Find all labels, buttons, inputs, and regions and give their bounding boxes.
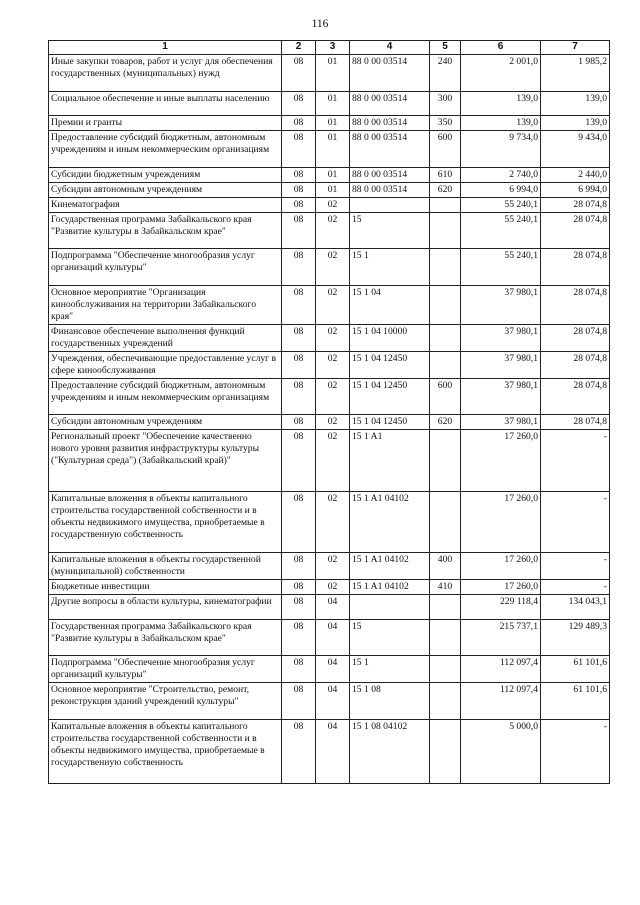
row-name-cell: Субсидии бюджетным учреждениям [49, 168, 282, 183]
section-code-cell: 08 [282, 720, 316, 784]
row-name-cell: Учреждения, обеспечивающие предоставление услуг в сфере кинообслуживания [49, 352, 282, 379]
section-code-cell: 08 [282, 325, 316, 352]
amount-year2-cell: 139,0 [541, 92, 610, 116]
section-code-cell: 08 [282, 553, 316, 580]
amount-year1-cell: 55 240,1 [461, 249, 541, 286]
row-name-cell: Кинематография [49, 198, 282, 213]
subsection-code-cell: 02 [316, 249, 350, 286]
amount-year2-cell: 28 074,8 [541, 415, 610, 430]
subsection-code-cell: 04 [316, 595, 350, 620]
amount-year1-cell: 17 260,0 [461, 492, 541, 553]
section-code-cell: 08 [282, 92, 316, 116]
subsection-code-cell: 01 [316, 92, 350, 116]
table-row [49, 430, 610, 492]
amount-year2-cell: - [541, 430, 610, 492]
amount-year1-cell: 37 980,1 [461, 286, 541, 325]
expense-type-cell [430, 656, 461, 683]
target-article-cell: 15 1 [350, 656, 430, 683]
expense-type-cell: 600 [430, 131, 461, 168]
expense-type-cell: 600 [430, 379, 461, 415]
target-article-cell: 88 0 00 03514 [350, 92, 430, 116]
amount-year2-cell: - [541, 580, 610, 595]
section-code-cell: 08 [282, 198, 316, 213]
section-code-cell: 08 [282, 131, 316, 168]
expense-type-cell [430, 595, 461, 620]
target-article-cell: 88 0 00 03514 [350, 116, 430, 131]
table-row [49, 55, 610, 92]
amount-year2-cell: 28 074,8 [541, 249, 610, 286]
amount-year2-cell: 28 074,8 [541, 325, 610, 352]
amount-year2-cell: 28 074,8 [541, 286, 610, 325]
subsection-code-cell: 02 [316, 379, 350, 415]
section-code-cell: 08 [282, 430, 316, 492]
expense-type-cell [430, 198, 461, 213]
row-name-cell: Региональный проект "Обеспечение качественно нового уровня развития инфраструктуры культуры ("Культурная среда") (Забайкальский край)" [49, 430, 282, 492]
amount-year1-cell: 112 097,4 [461, 656, 541, 683]
target-article-cell: 15 1 A1 04102 [350, 553, 430, 580]
target-article-cell: 15 1 08 04102 [350, 720, 430, 784]
section-code-cell: 08 [282, 415, 316, 430]
subsection-code-cell: 02 [316, 553, 350, 580]
target-article-cell: 15 1 [350, 249, 430, 286]
table-row [49, 249, 610, 286]
row-name-cell: Бюджетные инвестиции [49, 580, 282, 595]
row-name-cell: Государственная программа Забайкальского края "Развитие культуры в Забайкальском крае" [49, 213, 282, 249]
table-row [49, 379, 610, 415]
amount-year2-cell: 9 434,0 [541, 131, 610, 168]
subsection-code-cell: 04 [316, 683, 350, 720]
target-article-cell: 88 0 00 03514 [350, 131, 430, 168]
target-article-cell: 15 1 A1 04102 [350, 492, 430, 553]
amount-year1-cell: 55 240,1 [461, 198, 541, 213]
amount-year2-cell: - [541, 720, 610, 784]
amount-year2-cell: 28 074,8 [541, 198, 610, 213]
subsection-code-cell: 04 [316, 720, 350, 784]
subsection-code-cell: 01 [316, 183, 350, 198]
expense-type-cell [430, 683, 461, 720]
subsection-code-cell: 02 [316, 580, 350, 595]
row-name-cell: Подпрограмма "Обеспечение многообразия услуг организаций культуры" [49, 656, 282, 683]
table-row [49, 720, 610, 784]
row-name-cell: Основное мероприятие "Организация кинообслуживания на территории Забайкальского края" [49, 286, 282, 325]
amount-year2-cell: 6 994,0 [541, 183, 610, 198]
amount-year1-cell: 17 260,0 [461, 430, 541, 492]
amount-year2-cell: 28 074,8 [541, 379, 610, 415]
table-row [49, 415, 610, 430]
amount-year1-cell: 17 260,0 [461, 553, 541, 580]
section-code-cell: 08 [282, 116, 316, 131]
subsection-code-cell: 02 [316, 415, 350, 430]
amount-year1-cell: 229 118,4 [461, 595, 541, 620]
subsection-code-cell: 04 [316, 656, 350, 683]
page-number: 116 [311, 18, 329, 30]
row-name-cell: Премии и гранты [49, 116, 282, 131]
amount-year2-cell: 28 074,8 [541, 213, 610, 249]
table-row [49, 595, 610, 620]
row-name-cell: Подпрограмма "Обеспечение многообразия услуг организаций культуры" [49, 249, 282, 286]
expense-type-cell: 410 [430, 580, 461, 595]
row-name-cell: Капитальные вложения в объекты капитального строительства государственной собственности и в объекты недвижимого имущества, приобретаемые в государственную собственность [49, 720, 282, 784]
table-row [49, 286, 610, 325]
section-code-cell: 08 [282, 620, 316, 656]
row-name-cell: Предоставление субсидий бюджетным, автономным учреждениям и иным некоммерческим организациям [49, 131, 282, 168]
expense-type-cell [430, 286, 461, 325]
expense-type-cell: 620 [430, 183, 461, 198]
subsection-code-cell: 01 [316, 131, 350, 168]
target-article-cell: 15 1 04 12450 [350, 379, 430, 415]
row-name-cell: Субсидии автономным учреждениям [49, 183, 282, 198]
section-code-cell: 08 [282, 595, 316, 620]
amount-year1-cell: 37 980,1 [461, 325, 541, 352]
row-name-cell: Предоставление субсидий бюджетным, автономным учреждениям и иным некоммерческим организациям [49, 379, 282, 415]
expense-type-cell: 240 [430, 55, 461, 92]
row-name-cell: Социальное обеспечение и иные выплаты населению [49, 92, 282, 116]
target-article-cell: 15 1 A1 [350, 430, 430, 492]
subsection-code-cell: 02 [316, 198, 350, 213]
expense-type-cell: 300 [430, 92, 461, 116]
target-article-cell: 15 1 04 10000 [350, 325, 430, 352]
column-header: 3 [316, 41, 350, 55]
amount-year2-cell: 139,0 [541, 116, 610, 131]
amount-year2-cell: 129 489,3 [541, 620, 610, 656]
row-name-cell: Финансовое обеспечение выполнения функций государственных учреждений [49, 325, 282, 352]
row-name-cell: Субсидии автономным учреждениям [49, 415, 282, 430]
subsection-code-cell: 02 [316, 286, 350, 325]
amount-year2-cell: - [541, 492, 610, 553]
target-article-cell: 88 0 00 03514 [350, 168, 430, 183]
expense-type-cell [430, 213, 461, 249]
table-row [49, 553, 610, 580]
amount-year1-cell: 112 097,4 [461, 683, 541, 720]
amount-year2-cell: 134 043,1 [541, 595, 610, 620]
row-name-cell: Другие вопросы в области культуры, кинематографии [49, 595, 282, 620]
target-article-cell: 15 1 08 [350, 683, 430, 720]
target-article-cell: 88 0 00 03514 [350, 183, 430, 198]
table-row [49, 92, 610, 116]
table-row [49, 656, 610, 683]
amount-year1-cell: 37 980,1 [461, 352, 541, 379]
subsection-code-cell: 02 [316, 213, 350, 249]
expense-type-cell: 400 [430, 553, 461, 580]
column-header: 5 [430, 41, 461, 55]
table-row [49, 352, 610, 379]
subsection-code-cell: 01 [316, 168, 350, 183]
column-header: 6 [461, 41, 541, 55]
amount-year1-cell: 37 980,1 [461, 415, 541, 430]
target-article-cell [350, 198, 430, 213]
table-row [49, 116, 610, 131]
row-name-cell: Государственная программа Забайкальского края "Развитие культуры в Забайкальском крае" [49, 620, 282, 656]
row-name-cell: Капитальные вложения в объекты капитального строительства государственной собственности и в объекты недвижимого имущества, приобретаемые в государственную собственность [49, 492, 282, 553]
subsection-code-cell: 01 [316, 116, 350, 131]
target-article-cell: 15 1 A1 04102 [350, 580, 430, 595]
budget-table [48, 40, 610, 784]
expense-type-cell [430, 352, 461, 379]
amount-year1-cell: 139,0 [461, 116, 541, 131]
subsection-code-cell: 02 [316, 430, 350, 492]
section-code-cell: 08 [282, 492, 316, 553]
section-code-cell: 08 [282, 55, 316, 92]
amount-year1-cell: 17 260,0 [461, 580, 541, 595]
column-header: 1 [49, 41, 282, 55]
section-code-cell: 08 [282, 286, 316, 325]
expense-type-cell [430, 430, 461, 492]
amount-year1-cell: 5 000,0 [461, 720, 541, 784]
amount-year1-cell: 139,0 [461, 92, 541, 116]
column-header: 2 [282, 41, 316, 55]
section-code-cell: 08 [282, 352, 316, 379]
amount-year1-cell: 37 980,1 [461, 379, 541, 415]
table-header-row [49, 41, 610, 55]
section-code-cell: 08 [282, 183, 316, 198]
table-row [49, 620, 610, 656]
target-article-cell: 15 1 04 12450 [350, 415, 430, 430]
subsection-code-cell: 02 [316, 352, 350, 379]
target-article-cell: 15 1 04 12450 [350, 352, 430, 379]
amount-year2-cell: 1 985,2 [541, 55, 610, 92]
section-code-cell: 08 [282, 213, 316, 249]
amount-year1-cell: 215 737,1 [461, 620, 541, 656]
expense-type-cell: 350 [430, 116, 461, 131]
amount-year1-cell: 9 734,0 [461, 131, 541, 168]
amount-year2-cell: 61 101,6 [541, 683, 610, 720]
amount-year2-cell: 61 101,6 [541, 656, 610, 683]
target-article-cell: 88 0 00 03514 [350, 55, 430, 92]
target-article-cell: 15 [350, 620, 430, 656]
section-code-cell: 08 [282, 379, 316, 415]
expense-type-cell: 620 [430, 415, 461, 430]
expense-type-cell [430, 249, 461, 286]
target-article-cell: 15 1 04 [350, 286, 430, 325]
column-header: 7 [541, 41, 610, 55]
table-row [49, 325, 610, 352]
table-row [49, 213, 610, 249]
table-row [49, 131, 610, 168]
table-row [49, 183, 610, 198]
expense-type-cell [430, 620, 461, 656]
amount-year2-cell: 28 074,8 [541, 352, 610, 379]
expense-type-cell [430, 492, 461, 553]
section-code-cell: 08 [282, 249, 316, 286]
section-code-cell: 08 [282, 656, 316, 683]
amount-year1-cell: 55 240,1 [461, 213, 541, 249]
amount-year2-cell: - [541, 553, 610, 580]
section-code-cell: 08 [282, 168, 316, 183]
expense-type-cell [430, 325, 461, 352]
target-article-cell: 15 [350, 213, 430, 249]
subsection-code-cell: 02 [316, 492, 350, 553]
row-name-cell: Основное мероприятие "Строительство, ремонт, реконструкция зданий учреждений культуры" [49, 683, 282, 720]
row-name-cell: Иные закупки товаров, работ и услуг для обеспечения государственных (муниципальных) нужд [49, 55, 282, 92]
subsection-code-cell: 02 [316, 325, 350, 352]
column-header: 4 [350, 41, 430, 55]
section-code-cell: 08 [282, 580, 316, 595]
table-row [49, 580, 610, 595]
section-code-cell: 08 [282, 683, 316, 720]
target-article-cell [350, 595, 430, 620]
amount-year1-cell: 2 001,0 [461, 55, 541, 92]
table-row [49, 492, 610, 553]
table-row [49, 198, 610, 213]
amount-year1-cell: 6 994,0 [461, 183, 541, 198]
expense-type-cell [430, 720, 461, 784]
amount-year1-cell: 2 740,0 [461, 168, 541, 183]
amount-year2-cell: 2 440,0 [541, 168, 610, 183]
expense-type-cell: 610 [430, 168, 461, 183]
table-row [49, 683, 610, 720]
subsection-code-cell: 01 [316, 55, 350, 92]
subsection-code-cell: 04 [316, 620, 350, 656]
row-name-cell: Капитальные вложения в объекты государственной (муниципальной) собственности [49, 553, 282, 580]
table-row [49, 168, 610, 183]
